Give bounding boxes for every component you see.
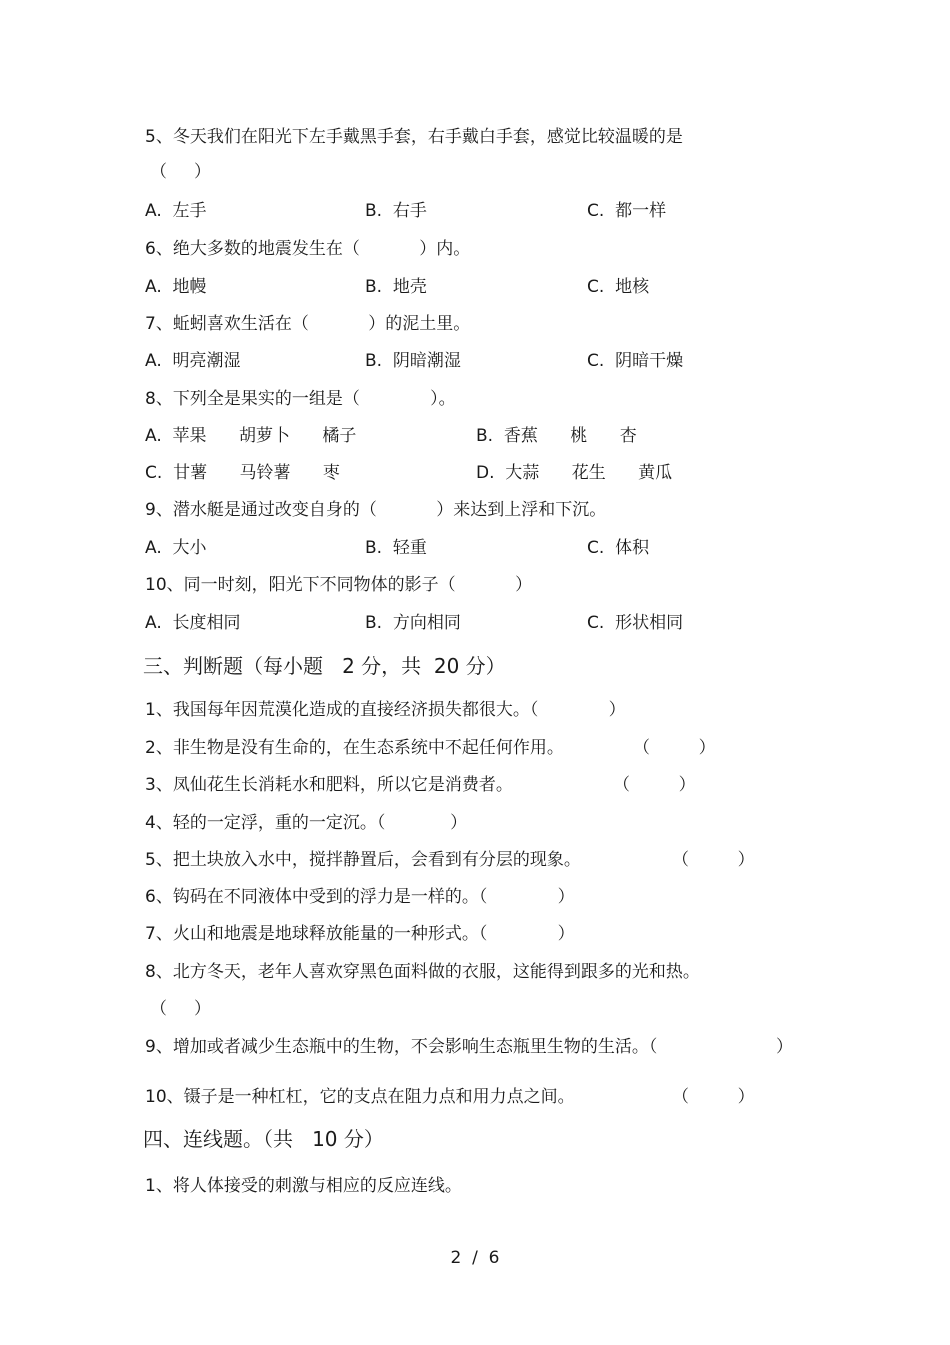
question-5-option-b: B. 右手 [365, 201, 427, 221]
question-7-stem: 7、蚯蚓喜欢生活在（ ）的泥土里。 [145, 314, 471, 334]
question-9-stem: 9、潜水艇是通过改变自身的（ ）来达到上浮和下沉。 [145, 500, 607, 520]
judge-item-3: 3、凤仙花生长消耗水和肥料，所以它是消费者。 [145, 775, 513, 795]
question-10-stem: 10、同一时刻，阳光下不同物体的影子（ ） [145, 575, 533, 595]
question-5-stem: 5、冬天我们在阳光下左手戴黑手套，右手戴白手套，感觉比较温暖的是 [145, 127, 683, 147]
judge-item-4: 4、轻的一定浮，重的一定沉。（ ） [145, 813, 468, 833]
question-8-option-a: A. 苹果 胡萝卜 橘子 [145, 426, 357, 446]
judge-item-8: 8、北方冬天，老年人喜欢穿黑色面料做的衣服，这能得到跟多的光和热。 [145, 962, 700, 982]
matching-question-1: 1、将人体接受的刺激与相应的反应连线。 [145, 1176, 462, 1196]
judge-item-8-blank: （ ） [150, 999, 212, 1019]
question-10-option-c: C. 形状相同 [587, 613, 684, 633]
question-8-option-d: D. 大蒜 花生 黄瓜 [476, 463, 673, 483]
judge-item-6: 6、钩码在不同液体中受到的浮力是一样的。（ ） [145, 887, 575, 907]
question-6-option-c: C. 地核 [587, 277, 650, 297]
judge-item-3-blank: （ ） [613, 775, 696, 795]
question-9-option-a: A. 大小 [145, 538, 207, 558]
question-10-option-a: A. 长度相同 [145, 613, 241, 633]
judge-item-5-blank: （ ） [672, 850, 755, 870]
question-7-option-b: B. 阴暗潮湿 [365, 351, 461, 371]
judge-item-5: 5、把土块放入水中，搅拌静置后，会看到有分层的现象。 [145, 850, 581, 870]
question-8-option-c: C. 甘薯 马铃薯 枣 [145, 463, 340, 483]
judge-item-2: 2、非生物是没有生命的，在生态系统中不起任何作用。 [145, 738, 564, 758]
section-3-title: 三、判断题（每小题 2 分，共 20 分） [143, 654, 506, 678]
judge-item-7: 7、火山和地震是地球释放能量的一种形式。（ ） [145, 924, 575, 944]
question-8-option-b: B. 香蕉 桃 杏 [476, 426, 637, 446]
judge-item-1: 1、我国每年因荒漠化造成的直接经济损失都很大。（ ） [145, 700, 626, 720]
judge-item-9-blank: ） [776, 1037, 793, 1057]
question-6-option-b: B. 地壳 [365, 277, 427, 297]
question-6-option-a: A. 地幔 [145, 277, 207, 297]
question-9-option-b: B. 轻重 [365, 538, 427, 558]
question-10-option-b: B. 方向相同 [365, 613, 461, 633]
question-5-option-a: A. 左手 [145, 201, 207, 221]
question-6-stem: 6、绝大多数的地震发生在（ ）内。 [145, 239, 471, 259]
question-8-stem: 8、下列全是果实的一组是（ ）。 [145, 389, 456, 409]
question-7-option-c: C. 阴暗干燥 [587, 351, 684, 371]
question-5-option-c: C. 都一样 [587, 201, 667, 221]
question-7-option-a: A. 明亮潮湿 [145, 351, 241, 371]
judge-item-2-blank: （ ） [633, 738, 716, 758]
question-9-option-c: C. 体积 [587, 538, 650, 558]
judge-item-10-blank: （ ） [672, 1087, 755, 1107]
judge-item-9: 9、增加或者减少生态瓶中的生物，不会影响生态瓶里生物的生活。（ [145, 1037, 658, 1057]
page-number: 2 / 6 [450, 1248, 500, 1268]
section-4-title: 四、连线题。（共 10 分） [143, 1127, 384, 1151]
judge-item-10: 10、镊子是一种杠杠，它的支点在阻力点和用力点之间。 [145, 1087, 575, 1107]
question-5-blank: （ ） [150, 162, 212, 182]
